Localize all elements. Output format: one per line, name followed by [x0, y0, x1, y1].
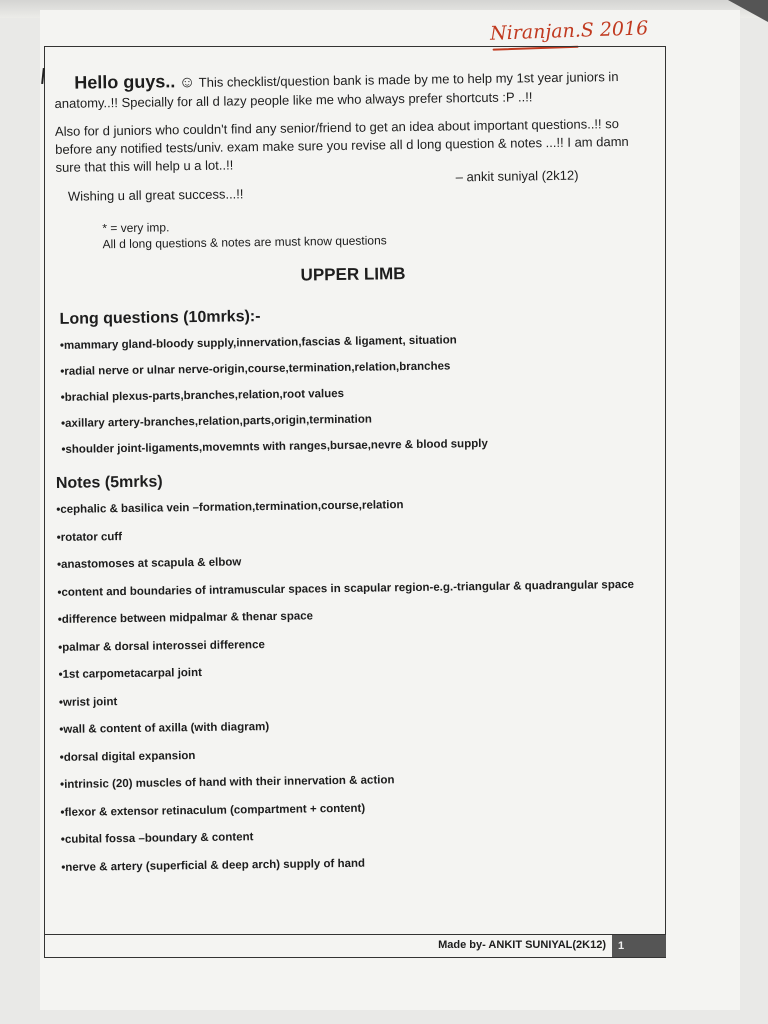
list-item: •anastomoses at scapula & elbow: [56, 556, 242, 571]
list-item: •cubital fossa –boundary & content: [60, 831, 254, 846]
list-item: •brachial plexus-parts,branches,relation,root values: [60, 387, 345, 404]
list-item: •mammary gland-bloody supply,innervation,fascias & ligament, situation: [59, 334, 457, 352]
list-item: •intrinsic (20) muscles of hand with their innervation & action: [60, 774, 395, 791]
list-item: •rotator cuff: [56, 530, 123, 544]
hello-heading: Hello guys..: [74, 71, 176, 93]
notes-heading: Notes (5mrks): [55, 473, 163, 492]
signature-row: [56, 167, 652, 204]
legend-must: All d long questions & notes are must know questions: [102, 233, 387, 252]
notes-list: [56, 495, 661, 875]
section-title: UPPER LIMB: [300, 264, 406, 285]
list-item: •radial nerve or ulnar nerve-origin,course,termination,relation,branches: [60, 360, 451, 378]
list-item: •palmar & dorsal interossei difference: [58, 638, 265, 654]
list-item: •wall & content of axilla (with diagram): [59, 721, 270, 736]
long-questions-list: [54, 331, 656, 457]
list-item: •dorsal digital expansion: [59, 749, 196, 764]
smiley-icon: ☺: [178, 73, 196, 92]
list-item: •axillary artery-branches,relation,parts,origin,termination: [60, 413, 372, 430]
list-item: •wrist joint: [58, 695, 118, 709]
list-item: •1st carpometacarpal joint: [58, 666, 203, 681]
footer-made-by: Made by- ANKIT SUNIYAL(2K12): [438, 939, 606, 951]
wishing-text: Wishing u all great success...!!: [67, 186, 244, 204]
list-item: •cephalic & basilica vein –formation,termination,course,relation: [56, 499, 404, 516]
page-number: 1: [612, 935, 666, 957]
page-content: [50, 52, 662, 888]
intro-line-1: This checklist/question bank is made by me to help my 1st year juniors in anatomy..!! Specially for all d lazy people like me who always prefer shortcuts :P ..!!: [54, 69, 619, 111]
page-footer: [44, 934, 666, 957]
intro-paragraph: [54, 66, 650, 113]
legend-star: * = very imp.: [102, 220, 170, 236]
handwritten-note: Niranjan.S 2016: [490, 17, 649, 45]
intro-line-2: Also for d juniors who couldn't find any senior/friend to get an idea about important questions..!! so before any notified tests/univ. exam make sure you revise all d long question & notes ...!! I am damn sure that this will help u a lot..!!: [54, 116, 629, 175]
long-questions-heading: Long questions (10mrks):-: [59, 308, 261, 328]
list-item: •nerve & artery (superficial & deep arch) supply of hand: [61, 857, 366, 874]
author-signature: – ankit suniyal (2k12): [455, 167, 579, 185]
document-page: [40, 10, 740, 1010]
list-item: •content and boundaries of intramuscular spaces in scapular region-e.g.-triangular & quadrangular space: [57, 578, 635, 599]
list-item: •shoulder joint-ligaments,movemnts with ranges,bursae,nevre & blood supply: [61, 437, 488, 456]
list-item: •difference between midpalmar & thenar space: [57, 610, 314, 626]
list-item: •flexor & extensor retinaculum (compartment + content): [60, 802, 366, 819]
legend: [102, 213, 652, 253]
